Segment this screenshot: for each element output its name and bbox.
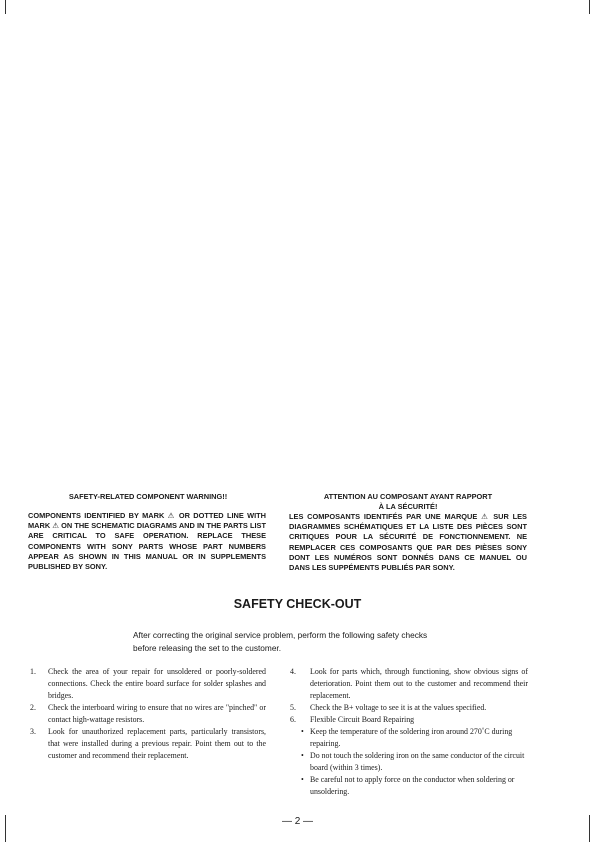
item-text: Check the B+ voltage to see it is at the values specified. xyxy=(310,703,487,712)
section-heading: SAFETY CHECK-OUT xyxy=(233,597,362,611)
item-text: Check the area of your repair for unsoldered or poorly-soldered connections. Check the entire board surface for solder splashes and bridges. xyxy=(48,667,266,700)
bullet-item xyxy=(301,774,528,798)
bullet-text: Keep the temperature of the soldering iron around 270˚C during repairing. xyxy=(310,727,513,748)
crop-mark-top-right xyxy=(589,0,590,14)
warning-en-body xyxy=(28,511,266,572)
checklist-left xyxy=(30,666,266,762)
warning-triangle-icon: ⚠ xyxy=(481,512,490,521)
item-number: 1. xyxy=(30,667,36,676)
warning-triangle-icon: ⚠ xyxy=(167,511,176,520)
crop-mark-top-left xyxy=(5,0,6,14)
warning-triangle-icon: ⚠ xyxy=(52,521,59,531)
item-text: Flexible Circuit Board Repairing xyxy=(310,715,415,724)
bullet-item xyxy=(301,750,528,774)
item-number: 3. xyxy=(30,727,36,736)
page-number: — 2 — xyxy=(281,816,314,827)
item-number: 5. xyxy=(290,703,296,712)
list-item xyxy=(30,666,266,702)
intro-paragraph: After correcting the original service problem, perform the following safety checks before releasing the set to the customer. xyxy=(133,630,428,653)
bullet-item xyxy=(301,726,528,750)
item-text: Check the interboard wiring to ensure that no wires are "pinched" or contact high-wattage resistors. xyxy=(48,703,266,724)
warning-en-line1-post: OR DOTTED LINE WITH xyxy=(175,511,266,520)
warning-fr-title xyxy=(289,492,527,512)
item-number: 6. xyxy=(290,715,296,724)
list-item xyxy=(290,702,528,714)
item-number: 2. xyxy=(30,703,36,712)
warning-fr-title-line1: ATTENTION AU COMPOSANT AYANT RAPPORT xyxy=(323,492,493,501)
list-item xyxy=(290,714,528,798)
bullet-icon: • xyxy=(301,751,304,760)
bullet-icon: • xyxy=(301,775,304,784)
warning-en-title: SAFETY-RELATED COMPONENT WARNING!! xyxy=(68,492,228,501)
item-number: 4. xyxy=(290,667,296,676)
bullet-list xyxy=(301,726,528,798)
warning-en-line2-post: ON THE SCHEMATIC DIAGRAMS AND IN THE PARTS LIST ARE CRITICAL TO SAFE OPERATION. REPLACE THESE COMPONENTS WITH SONY PARTS WHOSE PART NUMBERS APPEAR AS SHOWN IN THIS MANUAL OR IN SUPPLEMENTS PUBLISHED BY SONY. xyxy=(28,521,266,572)
list-item xyxy=(30,726,266,762)
warning-fr-body-pre: LES COMPOSANTS IDENTIFÉS PAR UNE MARQUE xyxy=(289,512,482,521)
warning-fr-body-post: SUR LES DIAGRAMMES SCHÉMATIQUES ET LA LISTE DES PIÈCES SONT CRITIQUES POUR LA SÉCURITÉ DE FONCTIONNEMENT. NE REMPLACER CES COMPOSANTS QUE PAR DES PIÈSES SONY DONT LES NUMÉROS SONT DONNÉS DANS CE MANUEL OU DANS LES SUPPÉMENTS PUBLIÉS PAR SONY. xyxy=(289,512,527,573)
item-text: Look for parts which, through functioning, show obvious signs of deterioration. Point them out to the customer and recommend their replacement. xyxy=(310,667,528,700)
checklist-right xyxy=(290,666,528,798)
warning-fr-body xyxy=(289,512,527,573)
bullet-text: Be careful not to apply force on the conductor when soldering or unsoldering. xyxy=(310,775,515,796)
warning-fr-title-line2: À LA SÉCURITÉ! xyxy=(378,502,438,512)
warning-en-line2-pre: MARK xyxy=(28,521,53,531)
bullet-icon: • xyxy=(301,727,304,736)
list-item xyxy=(290,666,528,702)
item-text: Look for unauthorized replacement parts, particularly transistors, that were installed during a previous repair. Point them out to the customer and recommend their replacement. xyxy=(48,727,266,760)
warning-en-line1-pre: COMPONENTS IDENTIFIED BY MARK xyxy=(28,511,168,520)
bullet-text: Do not touch the soldering iron on the same conductor of the circuit board (within 3 times). xyxy=(310,751,525,772)
list-item xyxy=(30,702,266,726)
